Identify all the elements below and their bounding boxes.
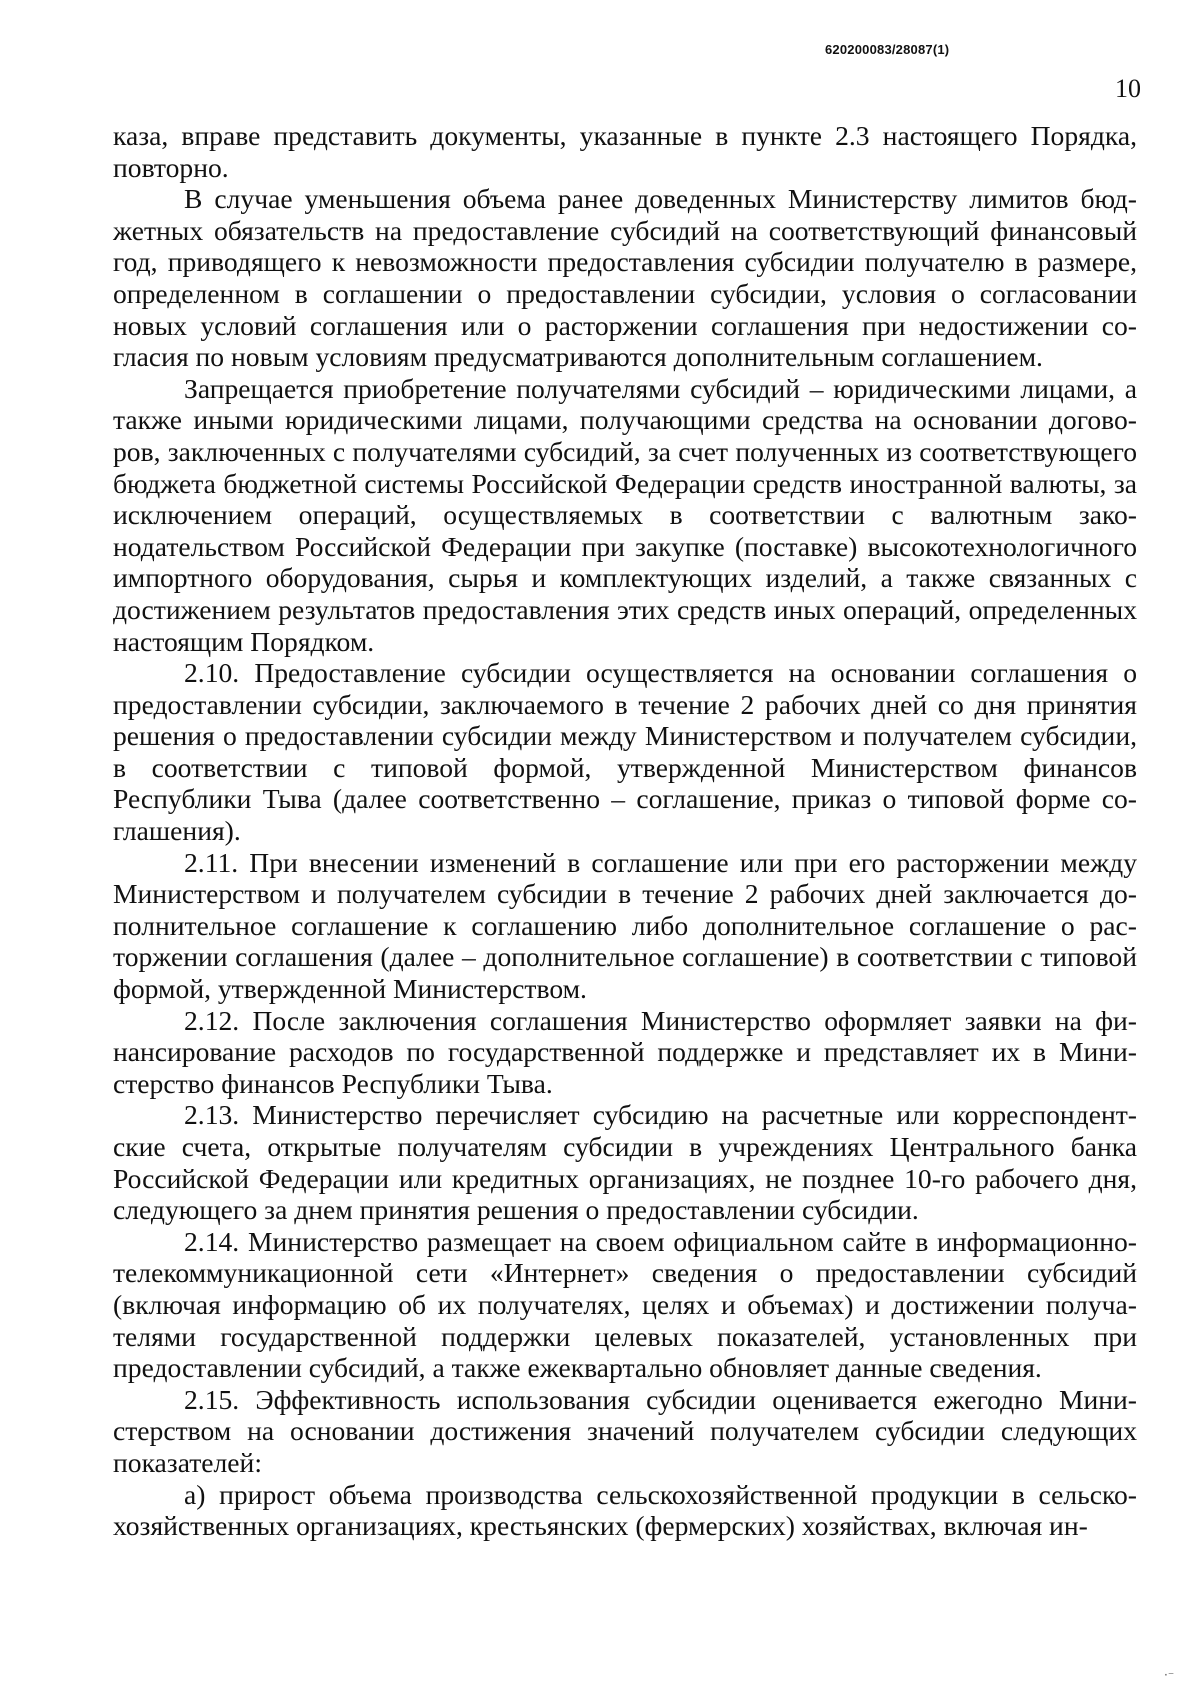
paragraph: Запрещается приобретение получателями субсидий – юридическими лицами, а также иными юридическими лицами, получающими средства на основании договоров, заключенных с получателями субсидий, за счет полученных из соответствующего бюджета бюджетной системы Российской Федерации средств иностранной валюты, за исключением операций, осуществляемых в соответствии с валютным законодательством Российской Федерации при закупке (поставке) высокотехнологичного импортного оборудования, сырья и комплектующих изделий, а также связанных с достижением результатов предоставления этих средств иных операций, определенных настоящим Порядком. <box>113 372 1137 657</box>
scan-artifact: ·⁻ <box>1164 1668 1175 1682</box>
paragraph: В случае уменьшения объема ранее доведенных Министерству лимитов бюджетных обязательств на предоставление субсидий на соответствующий финансовый год, приводящего к невозможности предоставления субсидии получателю в размере, определенном в соглашении о предоставлении субсидии, условия о согласовании новых условий соглашения или о расторжении соглашения при недостижении согласия по новым условиям предусматриваются дополнительным соглашением. <box>113 183 1137 373</box>
paragraph-2-12: 2.12. После заключения соглашения Министерство оформляет заявки на финансирование расходов по государственной поддержке и представляет их в Министерство финансов Республики Тыва. <box>113 1004 1137 1099</box>
paragraph-2-11: 2.11. При внесении изменений в соглашение или при его расторжении между Министерством и получателем субсидии в течение 2 рабочих дней заключается дополнительное соглашение к соглашению либо дополнительное соглашение о расторжении соглашения (далее – дополнительное соглашение) в соответствии с типовой формой, утвержденной Министерством. <box>113 846 1137 1005</box>
paragraph: каза, вправе представить документы, указанные в пункте 2.3 настоящего Порядка, повторно. <box>113 120 1137 183</box>
document-id: 620200083/28087(1) <box>825 42 950 57</box>
paragraph-2-13: 2.13. Министерство перечисляет субсидию на расчетные или корреспондентские счета, открытые получателям субсидии в учреждениях Центрального банка Российской Федерации или кредитных организациях, не позднее 10-го рабочего дня, следующего за днем принятия решения о предоставлении субсидии. <box>113 1099 1137 1226</box>
page-number: 10 <box>1115 74 1141 103</box>
paragraph-item-a: а) прирост объема производства сельскохозяйственной продукции в сельскохозяйственных организациях, крестьянских (фермерских) хозяйствах, включая ин- <box>113 1478 1137 1542</box>
paragraph-2-15: 2.15. Эффективность использования субсидии оценивается ежегодно Министерством на основании достижения значений получателем субсидии следующих показателей: <box>113 1383 1137 1478</box>
document-body <box>113 120 1137 1542</box>
paragraph-2-14: 2.14. Министерство размещает на своем официальном сайте в информационно-телекоммуникационной сети «Интернет» сведения о предоставлении субсидий (включая информацию об их получателях, целях и объемах) и достижении получателями государственной поддержки целевых показателей, установленных при предоставлении субсидий, а также ежеквартально обновляет данные сведения. <box>113 1225 1137 1384</box>
paragraph-2-10: 2.10. Предоставление субсидии осуществляется на основании соглашения о предоставлении субсидии, заключаемого в течение 2 рабочих дней со дня принятия решения о предоставлении субсидии между Министерством и получателем субсидии, в соответствии с типовой формой, утвержденной Министерством финансов Республики Тыва (далее соответственно – соглашение, приказ о типовой форме соглашения). <box>113 657 1137 847</box>
